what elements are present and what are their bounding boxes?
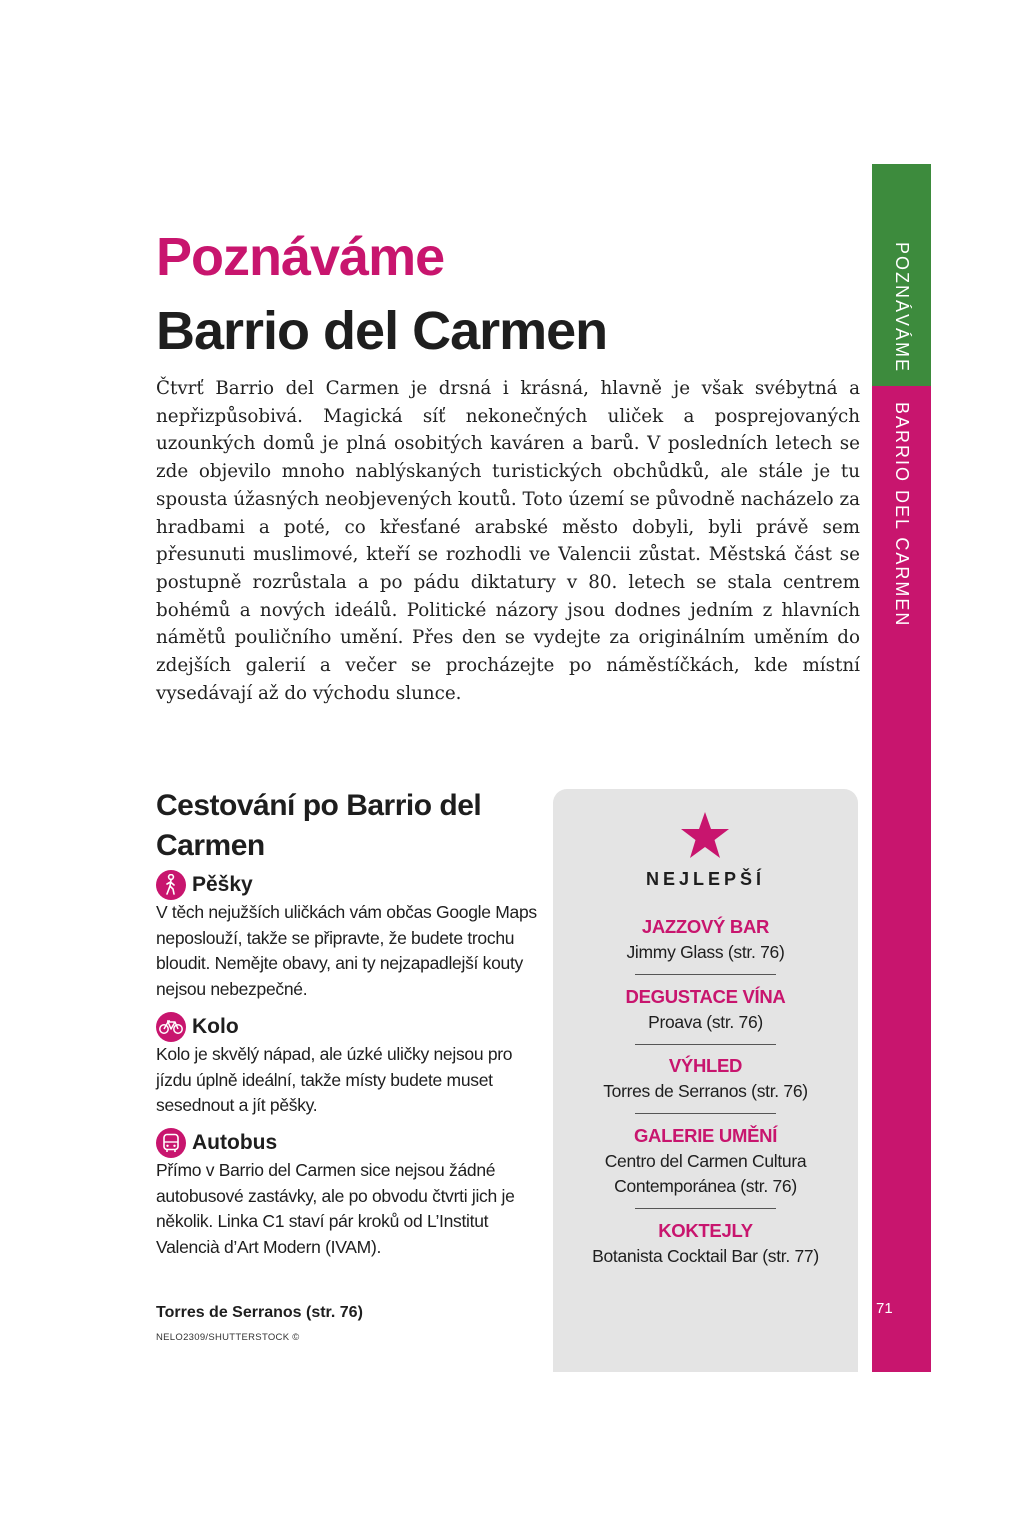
page-title-line1: Poznáváme <box>156 227 445 287</box>
mode-bicycle <box>156 1012 546 1119</box>
best-of-heading: NEJLEPŠÍ <box>645 869 766 889</box>
mode-walking-text: V těch nejužších uličkách vám občas Google Maps neposlouží, takže se připravte, že budete trochu bloudit. Nemějte obavy, ani ty nejzapadlejší kouty nejsou nebezpečné. <box>156 902 537 999</box>
best-item-value: Proava (str. 76) <box>648 1012 763 1032</box>
best-item <box>575 1053 836 1104</box>
district-tab-label: BARRIO DEL CARMEN <box>892 402 912 628</box>
best-item-category: JAZZOVÝ BAR <box>641 916 770 937</box>
section-tab-label: POZNÁVÁME <box>892 242 912 374</box>
mode-bicycle-title: Kolo <box>192 1015 239 1038</box>
page-number: 71 <box>876 1300 893 1317</box>
best-item-value: Torres de Serranos (str. 76) <box>603 1081 808 1101</box>
mode-bicycle-text: Kolo je skvělý nápad, ale úzké uličky nejsou pro jízdu úplně ideální, takže místy budete muset sesednout a jít pěšky. <box>156 1044 513 1115</box>
best-item-category: GALERIE UMĚNÍ <box>633 1125 778 1146</box>
page-title-line2: Barrio del Carmen <box>156 301 608 361</box>
bicycle-icon <box>156 1012 186 1042</box>
best-item-category: VÝHLED <box>668 1055 743 1076</box>
best-item <box>575 914 836 965</box>
mode-walking <box>156 870 546 1002</box>
photo-credit: NELO2309/SHUTTERSTOCK © <box>156 1332 300 1343</box>
section-tab <box>872 164 931 386</box>
best-item-category: DEGUSTACE VÍNA <box>625 986 786 1007</box>
best-item <box>575 1123 836 1199</box>
bus-icon <box>156 1128 186 1158</box>
mode-bus-text: Přímo v Barrio del Carmen sice nejsou žádné autobusové zastávky, ale po obvodu čtvrti jich je několik. Linka C1 staví pár kroků od L’Institut Valencià d’Art Modern (IVAM). <box>156 1160 515 1257</box>
intro-paragraph: Čtvrť Barrio del Carmen je drsná i krásná, hlavně je však svébytná a nepřizpůsobivá. Magická síť nekonečných uliček a posprejovaných uzounkých domů je plná osobitých kaváren a barů. V posledních letech se zde objevilo mnoho nablýskaných turistických obchůdků, ale stále je tu spousta úžasných neobjevených koutů. Toto území se původně nacházelo za hradbami a poté, co křesťané arabské město dobyli, byli právě sem přesunuti muslimové, kteří se rozhodli ve Valencii zůstat. Městská část se postupně rozrůstala a po pádu diktatury v 80. letech se stala centrem bohémů a nových ideálů. Politické názory jsou dodnes jedním z hlavních námětů pouličního umění. Přes den se vydejte za originálním uměním do zdejších galerií a večer se procházejte po náměstíčkách, kde místní vysedávají až do východu slunce. <box>156 378 860 704</box>
divider <box>635 1044 776 1045</box>
star-icon <box>680 811 730 859</box>
best-item-value: Jimmy Glass (str. 76) <box>626 942 785 962</box>
district-tab <box>872 386 931 1372</box>
divider <box>635 974 776 975</box>
photo-caption: Torres de Serranos (str. 76) <box>156 1304 363 1321</box>
best-item-value: Centro del Carmen Cultura Contemporánea (str. 76) <box>604 1151 807 1196</box>
best-item-category: KOKTEJLY <box>658 1220 753 1241</box>
getting-around-title: Cestování po Barrio del Carmen <box>156 789 482 862</box>
divider <box>635 1113 776 1114</box>
best-of-box <box>553 789 858 1372</box>
mode-walking-title: Pěšky <box>192 873 253 896</box>
best-item <box>575 984 836 1035</box>
mode-bus-title: Autobus <box>192 1131 278 1154</box>
best-item-value: Botanista Cocktail Bar (str. 77) <box>592 1246 819 1266</box>
best-item <box>575 1218 836 1269</box>
mode-bus <box>156 1128 546 1260</box>
divider <box>635 1208 776 1209</box>
walking-icon <box>156 870 186 900</box>
